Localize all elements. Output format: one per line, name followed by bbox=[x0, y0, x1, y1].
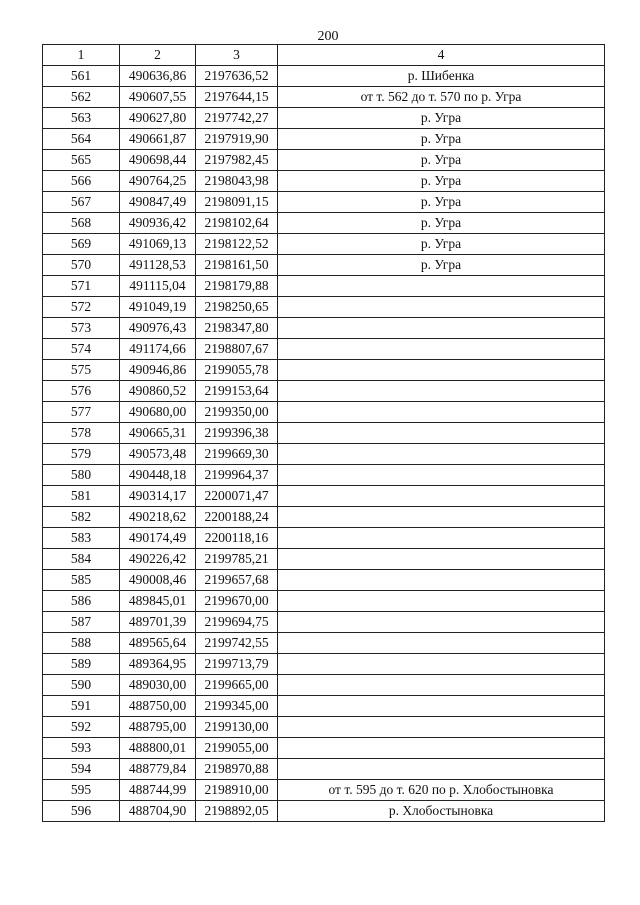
point-number-cell: 565 bbox=[43, 150, 120, 171]
table-row bbox=[43, 486, 605, 507]
x-coordinate-cell: 490665,31 bbox=[120, 423, 196, 444]
description-cell bbox=[278, 339, 605, 360]
y-coordinate-cell: 2199713,79 bbox=[196, 654, 278, 675]
table-row bbox=[43, 528, 605, 549]
x-coordinate-cell: 489845,01 bbox=[120, 591, 196, 612]
y-coordinate-cell: 2200071,47 bbox=[196, 486, 278, 507]
table-row bbox=[43, 444, 605, 465]
description-cell: р. Шибенка bbox=[278, 66, 605, 87]
y-coordinate-cell: 2199742,55 bbox=[196, 633, 278, 654]
table-row bbox=[43, 591, 605, 612]
description-cell: р. Угра bbox=[278, 171, 605, 192]
table-row bbox=[43, 780, 605, 801]
x-coordinate-cell: 488795,00 bbox=[120, 717, 196, 738]
column-header-1: 1 bbox=[43, 45, 120, 66]
x-coordinate-cell: 490607,55 bbox=[120, 87, 196, 108]
point-number-cell: 569 bbox=[43, 234, 120, 255]
y-coordinate-cell: 2197742,27 bbox=[196, 108, 278, 129]
x-coordinate-cell: 490627,80 bbox=[120, 108, 196, 129]
column-header-4: 4 bbox=[278, 45, 605, 66]
description-cell bbox=[278, 486, 605, 507]
description-cell: р. Угра bbox=[278, 192, 605, 213]
x-coordinate-cell: 490936,42 bbox=[120, 213, 196, 234]
description-cell: р. Угра bbox=[278, 213, 605, 234]
description-cell bbox=[278, 297, 605, 318]
table-row bbox=[43, 318, 605, 339]
description-cell bbox=[278, 423, 605, 444]
point-number-cell: 579 bbox=[43, 444, 120, 465]
table-row bbox=[43, 87, 605, 108]
point-number-cell: 562 bbox=[43, 87, 120, 108]
x-coordinate-cell: 488800,01 bbox=[120, 738, 196, 759]
x-coordinate-cell: 490661,87 bbox=[120, 129, 196, 150]
x-coordinate-cell: 490976,43 bbox=[120, 318, 196, 339]
table-row bbox=[43, 633, 605, 654]
page-number: 200 bbox=[317, 29, 339, 44]
table-row bbox=[43, 234, 605, 255]
table-header bbox=[43, 45, 605, 66]
point-number-cell: 582 bbox=[43, 507, 120, 528]
table-row bbox=[43, 507, 605, 528]
x-coordinate-cell: 491049,19 bbox=[120, 297, 196, 318]
point-number-cell: 586 bbox=[43, 591, 120, 612]
description-cell bbox=[278, 633, 605, 654]
description-cell bbox=[278, 759, 605, 780]
x-coordinate-cell: 490573,48 bbox=[120, 444, 196, 465]
y-coordinate-cell: 2197982,45 bbox=[196, 150, 278, 171]
table-row bbox=[43, 423, 605, 444]
point-number-cell: 571 bbox=[43, 276, 120, 297]
table-row bbox=[43, 738, 605, 759]
table-row bbox=[43, 150, 605, 171]
description-cell: от т. 562 до т. 570 по р. Угра bbox=[278, 87, 605, 108]
table-row bbox=[43, 276, 605, 297]
description-cell bbox=[278, 402, 605, 423]
x-coordinate-cell: 490847,49 bbox=[120, 192, 196, 213]
y-coordinate-cell: 2199396,38 bbox=[196, 423, 278, 444]
x-coordinate-cell: 489701,39 bbox=[120, 612, 196, 633]
x-coordinate-cell: 490860,52 bbox=[120, 381, 196, 402]
table-row bbox=[43, 129, 605, 150]
description-cell bbox=[278, 549, 605, 570]
point-number-cell: 576 bbox=[43, 381, 120, 402]
y-coordinate-cell: 2199055,78 bbox=[196, 360, 278, 381]
table-row bbox=[43, 654, 605, 675]
table-row bbox=[43, 612, 605, 633]
description-cell: р. Угра bbox=[278, 255, 605, 276]
y-coordinate-cell: 2199670,00 bbox=[196, 591, 278, 612]
point-number-cell: 595 bbox=[43, 780, 120, 801]
description-cell bbox=[278, 276, 605, 297]
x-coordinate-cell: 490946,86 bbox=[120, 360, 196, 381]
description-cell bbox=[278, 381, 605, 402]
point-number-cell: 580 bbox=[43, 465, 120, 486]
y-coordinate-cell: 2199350,00 bbox=[196, 402, 278, 423]
x-coordinate-cell: 490008,46 bbox=[120, 570, 196, 591]
y-coordinate-cell: 2199669,30 bbox=[196, 444, 278, 465]
y-coordinate-cell: 2197919,90 bbox=[196, 129, 278, 150]
point-number-cell: 566 bbox=[43, 171, 120, 192]
description-cell bbox=[278, 318, 605, 339]
point-number-cell: 577 bbox=[43, 402, 120, 423]
x-coordinate-cell: 491174,66 bbox=[120, 339, 196, 360]
x-coordinate-cell: 490764,25 bbox=[120, 171, 196, 192]
description-cell bbox=[278, 612, 605, 633]
y-coordinate-cell: 2198970,88 bbox=[196, 759, 278, 780]
x-coordinate-cell: 490226,42 bbox=[120, 549, 196, 570]
description-cell: р. Угра bbox=[278, 129, 605, 150]
x-coordinate-cell: 489565,64 bbox=[120, 633, 196, 654]
point-number-cell: 594 bbox=[43, 759, 120, 780]
x-coordinate-cell: 490636,86 bbox=[120, 66, 196, 87]
description-cell: р. Угра bbox=[278, 150, 605, 171]
description-cell: от т. 595 до т. 620 по р. Хлобостыновка bbox=[278, 780, 605, 801]
description-cell bbox=[278, 528, 605, 549]
table-row bbox=[43, 675, 605, 696]
table-body bbox=[43, 66, 605, 822]
description-cell bbox=[278, 696, 605, 717]
y-coordinate-cell: 2198807,67 bbox=[196, 339, 278, 360]
x-coordinate-cell: 490314,17 bbox=[120, 486, 196, 507]
point-number-cell: 590 bbox=[43, 675, 120, 696]
y-coordinate-cell: 2200188,24 bbox=[196, 507, 278, 528]
point-number-cell: 563 bbox=[43, 108, 120, 129]
column-header-3: 3 bbox=[196, 45, 278, 66]
description-cell bbox=[278, 444, 605, 465]
header-row bbox=[43, 45, 605, 66]
point-number-cell: 596 bbox=[43, 801, 120, 822]
x-coordinate-cell: 488744,99 bbox=[120, 780, 196, 801]
point-number-cell: 585 bbox=[43, 570, 120, 591]
y-coordinate-cell: 2198122,52 bbox=[196, 234, 278, 255]
table-row bbox=[43, 171, 605, 192]
description-cell: р. Угра bbox=[278, 234, 605, 255]
x-coordinate-cell: 490448,18 bbox=[120, 465, 196, 486]
y-coordinate-cell: 2199130,00 bbox=[196, 717, 278, 738]
y-coordinate-cell: 2199964,37 bbox=[196, 465, 278, 486]
point-number-cell: 573 bbox=[43, 318, 120, 339]
y-coordinate-cell: 2198091,15 bbox=[196, 192, 278, 213]
point-number-cell: 593 bbox=[43, 738, 120, 759]
x-coordinate-cell: 491115,04 bbox=[120, 276, 196, 297]
point-number-cell: 589 bbox=[43, 654, 120, 675]
y-coordinate-cell: 2199657,68 bbox=[196, 570, 278, 591]
table-row bbox=[43, 570, 605, 591]
point-number-cell: 568 bbox=[43, 213, 120, 234]
point-number-cell: 588 bbox=[43, 633, 120, 654]
point-number-cell: 583 bbox=[43, 528, 120, 549]
y-coordinate-cell: 2200118,16 bbox=[196, 528, 278, 549]
x-coordinate-cell: 489364,95 bbox=[120, 654, 196, 675]
column-header-2: 2 bbox=[120, 45, 196, 66]
x-coordinate-cell: 490174,49 bbox=[120, 528, 196, 549]
y-coordinate-cell: 2198892,05 bbox=[196, 801, 278, 822]
table-row bbox=[43, 759, 605, 780]
x-coordinate-cell: 488704,90 bbox=[120, 801, 196, 822]
y-coordinate-cell: 2198161,50 bbox=[196, 255, 278, 276]
point-number-cell: 578 bbox=[43, 423, 120, 444]
x-coordinate-cell: 489030,00 bbox=[120, 675, 196, 696]
y-coordinate-cell: 2199055,00 bbox=[196, 738, 278, 759]
table-row bbox=[43, 255, 605, 276]
y-coordinate-cell: 2198043,98 bbox=[196, 171, 278, 192]
table-row bbox=[43, 297, 605, 318]
point-number-cell: 575 bbox=[43, 360, 120, 381]
point-number-cell: 564 bbox=[43, 129, 120, 150]
point-number-cell: 592 bbox=[43, 717, 120, 738]
description-cell bbox=[278, 591, 605, 612]
point-number-cell: 572 bbox=[43, 297, 120, 318]
table-row bbox=[43, 360, 605, 381]
y-coordinate-cell: 2198347,80 bbox=[196, 318, 278, 339]
table-row bbox=[43, 108, 605, 129]
y-coordinate-cell: 2199694,75 bbox=[196, 612, 278, 633]
table-row bbox=[43, 717, 605, 738]
description-cell bbox=[278, 507, 605, 528]
y-coordinate-cell: 2199345,00 bbox=[196, 696, 278, 717]
y-coordinate-cell: 2197636,52 bbox=[196, 66, 278, 87]
point-number-cell: 587 bbox=[43, 612, 120, 633]
description-cell bbox=[278, 738, 605, 759]
y-coordinate-cell: 2198102,64 bbox=[196, 213, 278, 234]
point-number-cell: 567 bbox=[43, 192, 120, 213]
table-row bbox=[43, 66, 605, 87]
point-number-cell: 570 bbox=[43, 255, 120, 276]
table-row bbox=[43, 549, 605, 570]
point-number-cell: 591 bbox=[43, 696, 120, 717]
y-coordinate-cell: 2198910,00 bbox=[196, 780, 278, 801]
y-coordinate-cell: 2199665,00 bbox=[196, 675, 278, 696]
table-row bbox=[43, 402, 605, 423]
x-coordinate-cell: 491069,13 bbox=[120, 234, 196, 255]
y-coordinate-cell: 2199153,64 bbox=[196, 381, 278, 402]
x-coordinate-cell: 491128,53 bbox=[120, 255, 196, 276]
table-row bbox=[43, 192, 605, 213]
table-row bbox=[43, 381, 605, 402]
point-number-cell: 584 bbox=[43, 549, 120, 570]
point-number-cell: 574 bbox=[43, 339, 120, 360]
description-cell bbox=[278, 675, 605, 696]
x-coordinate-cell: 490218,62 bbox=[120, 507, 196, 528]
table-row bbox=[43, 339, 605, 360]
table-row bbox=[43, 213, 605, 234]
description-cell bbox=[278, 570, 605, 591]
x-coordinate-cell: 490698,44 bbox=[120, 150, 196, 171]
coordinates-table bbox=[42, 44, 605, 822]
point-number-cell: 581 bbox=[43, 486, 120, 507]
y-coordinate-cell: 2199785,21 bbox=[196, 549, 278, 570]
table-row bbox=[43, 696, 605, 717]
description-cell bbox=[278, 360, 605, 381]
x-coordinate-cell: 488750,00 bbox=[120, 696, 196, 717]
description-cell bbox=[278, 654, 605, 675]
description-cell: р. Хлобостыновка bbox=[278, 801, 605, 822]
point-number-cell: 561 bbox=[43, 66, 120, 87]
description-cell bbox=[278, 465, 605, 486]
y-coordinate-cell: 2198179,88 bbox=[196, 276, 278, 297]
y-coordinate-cell: 2197644,15 bbox=[196, 87, 278, 108]
description-cell: р. Угра bbox=[278, 108, 605, 129]
y-coordinate-cell: 2198250,65 bbox=[196, 297, 278, 318]
table-row bbox=[43, 465, 605, 486]
table-row bbox=[43, 801, 605, 822]
x-coordinate-cell: 488779,84 bbox=[120, 759, 196, 780]
description-cell bbox=[278, 717, 605, 738]
x-coordinate-cell: 490680,00 bbox=[120, 402, 196, 423]
